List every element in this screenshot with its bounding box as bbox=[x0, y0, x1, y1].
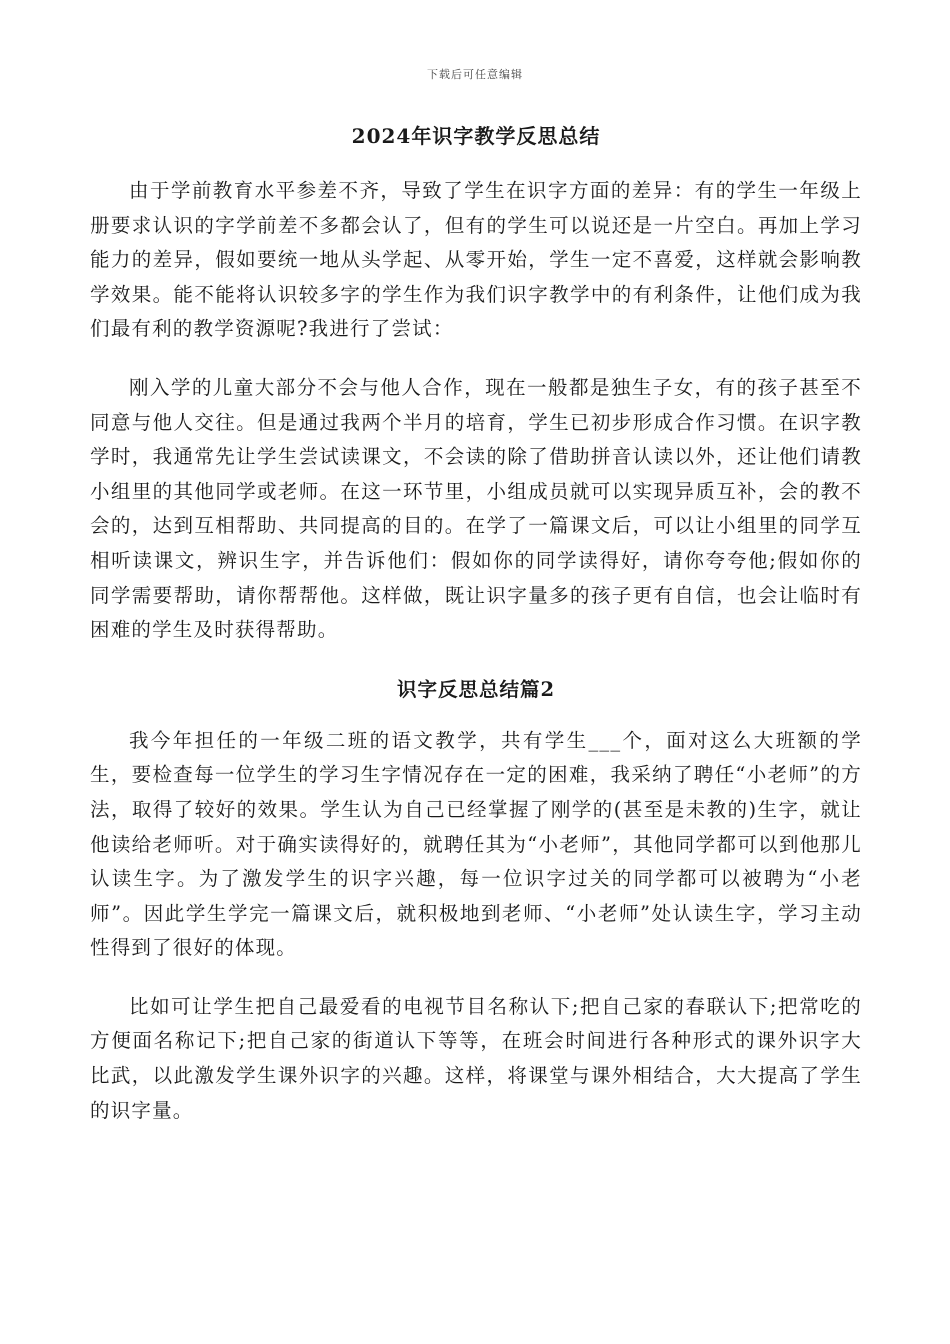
document-body bbox=[90, 118, 862, 1152]
header-note: 下载后可任意编辑 bbox=[427, 68, 523, 81]
paragraph: 我今年担任的一年级二班的语文教学，共有学生___个，面对这么大班额的学生，要检查每一位学生的学习生字情况存在一定的困难，我采纳了聘任“小老师”的方法，取得了较好的效果。学生认为自己已经掌握了刚学的(甚至是未教的)生字，就让他读给老师听。对于确实读得好的，就聘任其为“小老师”，其他同学都可以到他那儿认读生字。为了激发学生的识字兴趣，每一位识字过关的同学都可以被聘为“小老师”。因此学生学完一篇课文后，就积极地到老师、“小老师”处认读生字，学习主动性得到了很好的体现。 bbox=[90, 728, 862, 960]
paragraph: 比如可让学生把自己最爱看的电视节目名称认下;把自己家的春联认下;把常吃的方便面名称记下;把自己家的街道认下等等，在班会时间进行各种形式的课外识字大比武，以此激发学生课外识字的兴趣。这样，将课堂与课外相结合，大大提高了学生的识字量。 bbox=[90, 994, 862, 1122]
paragraph: 刚入学的儿童大部分不会与他人合作，现在一般都是独生子女，有的孩子甚至不同意与他人交往。但是通过我两个半月的培育，学生已初步形成合作习惯。在识字教学时，我通常先让学生尝试读课文，不会读的除了借助拼音认读以外，还让他们请教小组里的其他同学或老师。在这一环节里，小组成员就可以实现异质互补，会的教不会的，达到互相帮助、共同提高的目的。在学了一篇课文后，可以让小组里的同学互相听读课文，辨识生字，并告诉他们：假如你的同学读得好，请你夸夸他;假如你的同学需要帮助，请你帮帮他。这样做，既让识字量多的孩子更有自信，也会让临时有困难的学生及时获得帮助。 bbox=[90, 375, 862, 642]
section-subtitle: 识字反思总结篇2 bbox=[396, 677, 556, 701]
document-title: 2024年识字教学反思总结 bbox=[351, 124, 601, 148]
paragraph: 由于学前教育水平参差不齐，导致了学生在识字方面的差异：有的学生一年级上册要求认识的字学前差不多都会认了，但有的学生可以说还是一片空白。再加上学习能力的差异，假如要统一地从头学起、从零开始，学生一定不喜爱，这样就会影响教学效果。能不能将认识较多字的学生作为我们识字教学中的有利条件，让他们成为我们最有利的教学资源呢?我进行了尝试： bbox=[90, 179, 862, 341]
